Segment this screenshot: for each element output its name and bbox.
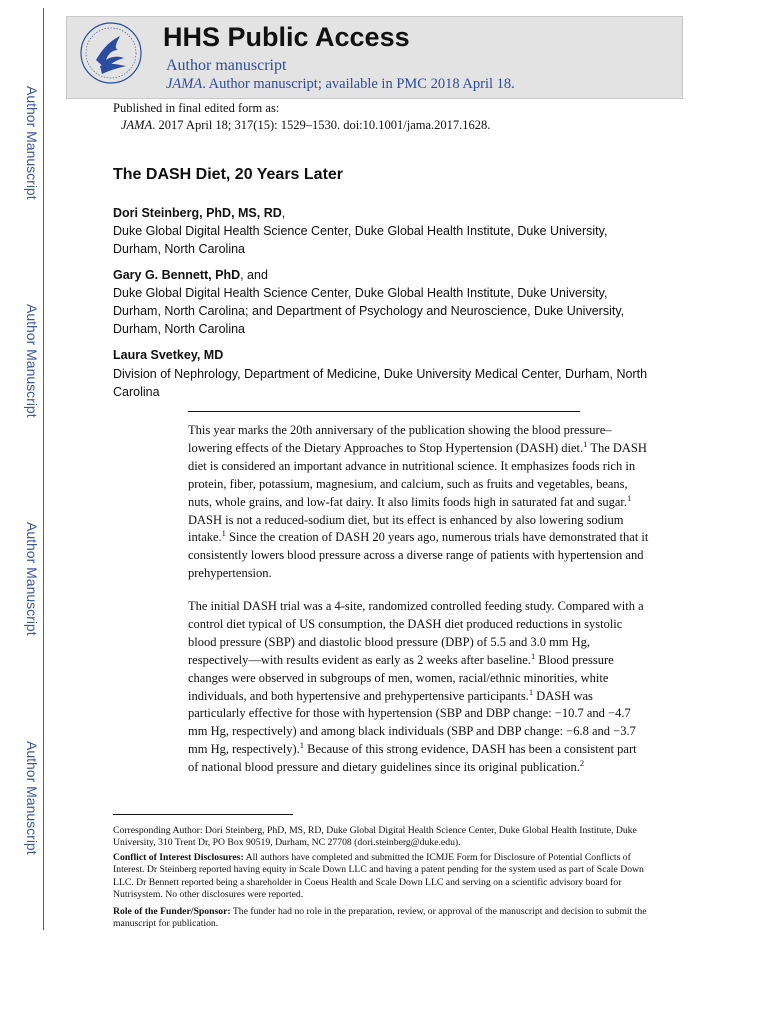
footnote-text: All authors have completed and submitted the ICMJE Form for Disclosure of Potential Conflicts of Interest. Dr Steinberg reported having equity in Scale Down LLC and having a patent pending for the system used as part of Scale Down LLC. Dr Bennett reported being a shareholder in Coeus Health and Scale Down LLC and serving on a scientific advisory board for Nutrisystem. No other disclosures were reported. [113, 852, 644, 901]
paragraph-text: The DASH diet is considered an important advance in nutritional science. It emphasizes foods rich in protein, fiber, potassium, magnesium, and calcium, such as fruits and vegetables, beans, nuts, whole grains, and low-fat dairy. It also limits foods high in saturated fat and sugar. [188, 440, 647, 509]
footnote-conflict-of-interest [113, 852, 658, 902]
margin-label-text: Author Manuscript [24, 86, 40, 200]
citation-journal: JAMA [121, 118, 153, 132]
margin-label-3 [22, 522, 42, 652]
footnote-label: Conflict of Interest Disclosures: [113, 852, 244, 863]
paragraph-text: Blood pressure changes were observed in subgroups of men, women, racial/ethnic minorities, white individuals, and both hypertensive and prehypertensive participants. [188, 652, 614, 703]
author-name-text: Dori Steinberg, PhD, MS, RD [113, 206, 282, 220]
footnote-corresponding-author: Corresponding Author: Dori Steinberg, PhD, MS, RD, Duke Global Digital Health Science Center, Duke Global Health Institute, Duke University, 310 Trent Dr, PO Box 90519, Durham, NC 27708 (dori.steinberg@duke.edu). [113, 825, 637, 849]
published-in-label: Published in final edited form as: [113, 101, 280, 115]
body-paragraph-2 [188, 598, 650, 777]
author-affiliation: Duke Global Digital Health Science Center, Duke Global Health Institute, Duke University, Durham, North Carolina; and Department of Psychology and Neuroscience, Duke University, Durham, North Carolina [113, 286, 625, 336]
margin-label-4 [22, 741, 42, 871]
author-name [113, 206, 285, 220]
left-margin-rule [43, 8, 44, 930]
footnote-text: The funder had no role in the preparation, review, or approval of the manuscript and decision to submit the manuscript for publication. [113, 906, 647, 930]
header-availability-text: . Author manuscript; available in PMC 2018 April 18. [202, 76, 515, 92]
margin-label-text: Author Manuscript [24, 522, 40, 636]
reference-marker: 1 [221, 528, 226, 539]
paragraph-text: This year marks the 20th anniversary of the publication showing the blood pressure–lowering effects of the Dietary Approaches to Stop Hypertension (DASH) diet. [188, 423, 612, 455]
author-name-text: Laura Svetkey, MD [113, 348, 224, 362]
paragraph-text: The initial DASH trial was a 4-site, randomized controlled feeding study. Compared with a control diet typical of US consumption, the DASH diet produced reductions in systolic blood pressure (SBP) and diastolic blood pressure (DBP) of 5.5 and 3.0 mm Hg, respectively—with results evident as early as 2 weeks after baseline. [188, 599, 644, 667]
reference-marker: 2 [579, 758, 585, 768]
author-name [113, 348, 223, 362]
header-availability [166, 76, 515, 93]
footnote-funder-role [113, 906, 658, 931]
reference-marker: 1 [299, 740, 305, 751]
margin-label-text: Author Manuscript [24, 304, 40, 418]
article-title: The DASH Diet, 20 Years Later [113, 166, 344, 183]
paragraph-text: Since the creation of DASH 20 years ago, numerous trials have demonstrated that it consistently lowers blood pressure across a diverse range of patients with hypertension and prehypertension. [188, 530, 649, 581]
paragraph-text: DASH was particularly effective for those with hypertension (SBP and DBP change: −10.7 and −4.7 mm Hg, respectively) and among black individuals (SBP and DBP change: −6.8 and −3.7 mm Hg, respectively). [188, 688, 636, 757]
header-title: HHS Public Access [163, 22, 410, 52]
hhs-eagle-seal-icon [78, 20, 144, 86]
citation-text: . 2017 April 18; 317(15): 1529–1530. doi:10.1001/jama.2017.1628. [152, 118, 491, 132]
body-paragraph-1 [188, 422, 650, 583]
reference-marker: 1 [627, 492, 632, 503]
author-name-text: Gary G. Bennett, PhD [113, 268, 241, 282]
author-suffix: , [281, 206, 286, 220]
section-separator [188, 411, 580, 412]
paragraph-text: Because of this strong evidence, DASH has been a consistent part of national blood pressure and dietary guidelines since its original publication. [188, 742, 637, 775]
reference-marker: 1 [583, 438, 588, 449]
author-affiliation: Duke Global Digital Health Science Center, Duke Global Health Institute, Duke University, Durham, North Carolina [113, 224, 608, 256]
reference-marker: 1 [530, 650, 536, 661]
author-suffix: , and [240, 268, 268, 282]
footnote-label: Role of the Funder/Sponsor: [113, 906, 231, 917]
margin-label-2 [22, 304, 42, 434]
publication-citation [121, 118, 490, 133]
author-name [113, 268, 268, 282]
header-journal: JAMA [166, 76, 203, 92]
reference-marker: 1 [528, 686, 534, 697]
margin-label-1 [22, 86, 42, 216]
margin-label-text: Author Manuscript [24, 741, 40, 855]
footnote-rule [113, 814, 293, 815]
paragraph-text: DASH is not a reduced-sodium diet, but its effect is enhanced by also lowering sodium intake. [188, 512, 624, 545]
header-subtitle: Author manuscript [166, 57, 287, 74]
author-affiliation: Division of Nephrology, Department of Medicine, Duke University Medical Center, Durham, North Carolina [113, 367, 648, 399]
